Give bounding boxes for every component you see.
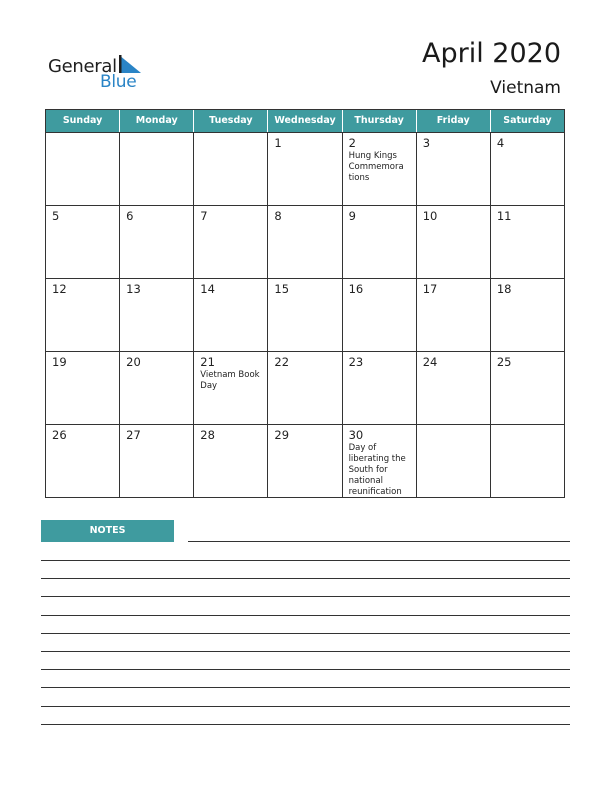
note-line	[41, 578, 570, 579]
day-number: 2	[348, 136, 356, 150]
day-number: 25	[496, 355, 512, 369]
weekday-header: Tuesday	[194, 110, 268, 132]
day-cell	[194, 133, 268, 205]
country-name: Vietnam	[490, 78, 561, 98]
day-number: 10	[422, 209, 438, 223]
week-row	[46, 132, 564, 205]
day-number: 23	[348, 355, 364, 369]
day-number: 7	[200, 209, 208, 223]
logo-blue-text: Blue	[100, 72, 137, 92]
weekday-header-row	[46, 110, 564, 132]
calendar-weeks	[46, 132, 564, 498]
day-number: 29	[274, 428, 290, 442]
holiday-label: Hung Kings Commemora tions	[348, 151, 404, 183]
day-cell	[120, 206, 194, 278]
holiday-label: Vietnam Book Day	[200, 370, 260, 391]
note-line	[41, 687, 570, 688]
day-number: 5	[52, 209, 60, 223]
day-number: 27	[126, 428, 141, 442]
day-cell	[417, 425, 491, 498]
notes-label: NOTES	[41, 520, 174, 542]
day-cell	[343, 279, 417, 351]
logo-general-text: General	[48, 56, 117, 77]
week-row	[46, 278, 564, 351]
day-cell	[491, 279, 564, 351]
calendar-grid	[45, 109, 565, 498]
day-cell	[194, 425, 268, 498]
weekday-header: Friday	[417, 110, 491, 132]
day-cell	[491, 425, 564, 498]
day-cell	[268, 206, 342, 278]
day-cell	[46, 352, 120, 424]
logo	[48, 52, 158, 92]
note-line	[41, 669, 570, 670]
note-line	[188, 541, 570, 542]
day-number: 3	[422, 136, 431, 150]
day-cell	[120, 425, 194, 498]
day-cell	[491, 133, 564, 205]
day-cell	[120, 352, 194, 424]
day-number: 28	[200, 428, 215, 442]
day-number: 20	[126, 355, 141, 369]
holiday-label: Day of liberating the South for national reunification	[348, 443, 406, 497]
day-cell	[491, 206, 564, 278]
day-number: 9	[348, 209, 356, 223]
weekday-header: Thursday	[343, 110, 417, 132]
day-cell	[194, 206, 268, 278]
day-cell	[194, 279, 268, 351]
day-number: 8	[274, 209, 282, 223]
logo-triangle-icon	[119, 55, 141, 73]
day-number: 19	[52, 355, 67, 369]
note-line	[41, 651, 570, 652]
day-cell	[343, 352, 417, 424]
day-cell	[417, 352, 491, 424]
day-number: 12	[52, 282, 67, 296]
day-number: 6	[126, 209, 134, 223]
day-cell	[46, 425, 120, 498]
day-cell	[343, 133, 417, 205]
weekday-header: Wednesday	[268, 110, 342, 132]
day-cell	[268, 279, 342, 351]
day-number: 4	[496, 136, 505, 150]
day-cell	[491, 352, 564, 424]
week-row	[46, 351, 564, 424]
day-cell	[46, 133, 120, 205]
day-cell	[417, 206, 491, 278]
day-cell	[417, 279, 491, 351]
day-number: 11	[496, 209, 512, 223]
weekday-header: Sunday	[46, 110, 120, 132]
week-row	[46, 424, 564, 498]
day-number: 26	[52, 428, 67, 442]
day-cell	[120, 279, 194, 351]
note-line	[41, 706, 570, 707]
day-cell	[46, 206, 120, 278]
day-number: 30	[348, 428, 364, 442]
day-number: 17	[422, 282, 438, 296]
note-line	[41, 633, 570, 634]
day-number: 22	[274, 355, 290, 369]
day-cell	[343, 206, 417, 278]
day-number: 21	[200, 355, 215, 369]
day-number: 15	[274, 282, 290, 296]
day-cell	[268, 352, 342, 424]
day-cell	[343, 425, 417, 498]
weekday-header: Saturday	[503, 115, 552, 126]
day-number: 13	[126, 282, 141, 296]
week-row	[46, 205, 564, 278]
day-number: 24	[422, 355, 438, 369]
day-cell	[194, 352, 268, 424]
day-number: 16	[348, 282, 364, 296]
note-line	[41, 724, 570, 725]
note-line	[41, 615, 570, 616]
day-cell	[120, 133, 194, 205]
day-cell	[46, 279, 120, 351]
day-number: 1	[274, 136, 282, 150]
weekday-header: Monday	[120, 110, 194, 132]
note-line	[41, 596, 570, 597]
note-line	[41, 560, 570, 561]
calendar-title: April 2020	[421, 38, 561, 69]
day-cell	[268, 133, 342, 205]
day-cell	[417, 133, 491, 205]
day-number: 14	[200, 282, 215, 296]
day-number: 18	[496, 282, 512, 296]
day-cell	[268, 425, 342, 498]
